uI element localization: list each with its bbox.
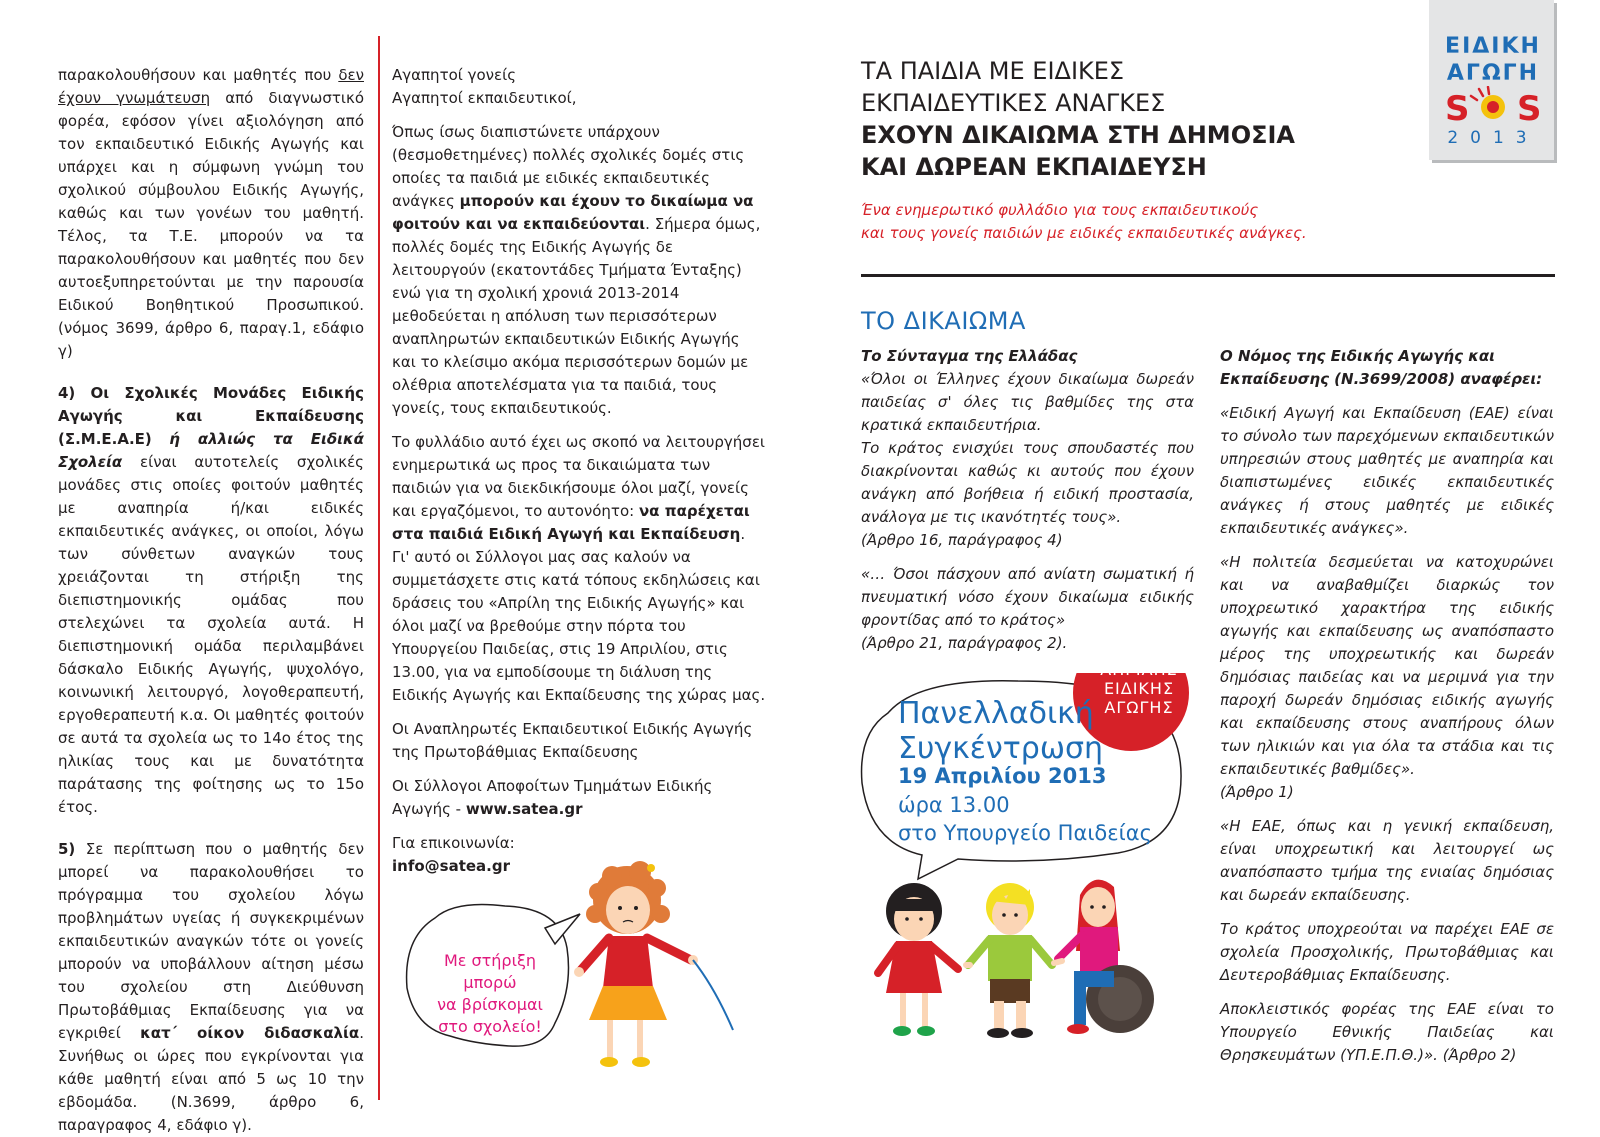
girl-bubble-line-3: να βρίσκομαι [437,995,543,1014]
col2-p2-bold: να παρέχεται στα παιδιά Ειδική Αγωγή και Εκπαίδευση [392,502,750,543]
greeting-parents: Αγαπητοί γονείς [392,66,517,84]
badge-line-3: ΑΓΩΓΗΣ [1104,698,1174,717]
col1-p3-text-c: . Συνήθως οι ώρες που εγκρίνονται για κάθε μαθητή είναι από 5 ως 10 την εβδομάδα. (Ν.3699, άρθρο 6, παραγραφος 4, εδάφιο γ). [58,1024,364,1134]
constitution-ref-2: (Άρθρο 21, παράγραφος 2). [861,634,1068,652]
column-4 [1220,345,1554,1067]
col2-paragraph-2 [392,431,766,707]
col1-p1-line1: παρακολουθήσουν και μαθητές που [58,66,332,84]
contact-email-text[interactable]: info@satea.gr [392,857,511,875]
website-link[interactable]: www.satea.gr [465,800,583,818]
column-1 [58,64,364,1137]
column-3 [861,345,1194,655]
col1-p2-bold: 4) Οι Σχολικές Μονάδες Ειδικής Αγωγής και Εκπαίδευσης (Σ.Μ.Ε.Α.Ε) [58,384,364,448]
subtitle [861,199,1307,245]
law-heading: Ο Νόμος της Ειδικής Αγωγής και Εκπαίδευσης (Ν.3699/2008) αναφέρει: [1220,347,1543,388]
title-line-2: ΕΚΠΑΙΔΕΥΤΙΚΕΣ ΑΝΑΓΚΕΣ [861,89,1166,117]
girl-skirt [589,986,667,1020]
girl-bubble-text [415,950,565,1038]
col1-paragraph-3 [58,838,364,1137]
white-cane [693,960,733,1030]
event-place: στο Υπουργείο Παιδείας [898,821,1152,845]
subtitle-line-1: Ένα ενημερωτικό φυλλάδιο για τους εκπαιδευτικούς [861,201,1259,219]
law-paragraph-3: «Η ΕΑΕ, όπως και η γενική εκπαίδευση, είναι υποχρεωτική και λειτουργεί ως αναπόσπαστο τμήμα της ενιαίας δημόσιας και δωρεάν εκπαίδευσης. [1220,817,1554,904]
greeting-teachers: Αγαπητοί εκπαιδευτικοί, [392,89,577,107]
badge-line-1: ΑΠΡΙΛΗΣ [1100,660,1178,679]
event-time: ώρα 13.00 [898,793,1010,817]
header-divider [861,274,1555,277]
col1-p1-underlined: δεν έχουν γνωμάτευση [58,66,364,107]
signature-alumni-text: Οι Σύλλογοι Αποφοίτων Τμημάτων Ειδικής Αγωγής - [392,777,713,818]
constitution-heading: Το Σύνταγμα της Ελλάδας [861,347,1078,365]
column-2 [392,64,766,878]
col1-p2-bold-italic: ή αλλιώς τα Ειδικά Σχολεία [58,430,364,471]
col1-p3-text-a: Σε περίπτωση που ο μαθητής δεν μπορεί να παρακολουθήσει το πρόγραμμα του σχολείου λόγω προβλημάτων υγείας ή συγκεκριμένων εκπαιδευτικών αναγκών τότε οι γονείς μπορούν να υποβάλλουν αίτηση μέσω του σχολείου στη Διεύθυνση Πρωτοβάθμιας Εκπαίδευσης για να εγκριθεί [58,840,364,1042]
title-line-1: ΤΑ ΠΑΙΔΙΑ ΜΕ ΕΙΔΙΚΕΣ [861,57,1125,85]
girl-bubble-line-1: Με στήριξη [443,951,537,970]
col1-p1-rest: από διαγνωστικό φορέα, εφόσον γίνει αξιολόγηση από τον εκπαιδευτικό Ειδικής Αγωγής και υπάρχει και η σύμφωνη γνώμη του σχολικού σύμβουλου Ειδικής Αγωγής, καθώς και των γονέων του μαθητή. Τέλος, τα Τ.Ε. μπορούν να τα παρακολουθήσουν και μαθητές που δεν αυτοεξυπηρετούνται με την παρουσία Ειδικού Βοηθητικού Προσωπικού. (νόμος 3699, άρθρο 6, παραγ.1, εδάφιο γ) [58,89,364,360]
subtitle-line-2: και τους γονείς παιδιών με ειδικές εκπαιδευτικές ανάγκες. [861,224,1307,242]
girl-dress-top [603,936,653,988]
col2-paragraph-1 [392,121,766,420]
event-title-line-1: Πανελλαδική [898,696,1094,731]
col1-p3-number: 5) [58,840,76,858]
col2-p2-a: Το φυλλάδιο αυτό έχει ως σκοπό να λειτουργήσει ενημερωτικά ως προς τα δικαιώματα των παιδιών για να διεκδικήσουμε όλοι μαζί, γονείς και εργαζόμενοι, το αυτονόητο: [392,433,766,520]
signature-alumni [392,775,766,821]
constitution-quote-1b: Το κράτος ενισχύει τους σπουδαστές που διακρίνονται καθώς κι αυτούς που έχουν ανάγκη από βοήθεια ή ειδική προστασία, ανάλογα με τις ικανότητές τους». [861,439,1194,526]
section-title: ΤΟ ΔΙΚΑΙΩΜΑ [861,307,1026,335]
girl-face [606,886,650,934]
constitution-ref-1: (Άρθρο 16, παράγραφος 4) [861,531,1063,549]
april-badge-text [1082,660,1196,717]
logo-line-1: ΕΙΔΙΚΗ [1445,34,1541,59]
col2-p1-a: Όπως ίσως διαπιστώνετε υπάρχουν (θεσμοθετημένες) πολλές σχολικές δομές στις οποίες τα παιδιά με ειδικές εκπαιδευτικές ανάγκες [392,123,745,210]
law-paragraph-1: «Ειδική Αγωγή και Εκπαίδευση (ΕΑΕ) είναι το σύνολο των παρεχόμενων εκπαιδευτικών υπηρεσιών στους μαθητές με αναπηρία και διαπιστωμένες ειδικές εκπαιδευτικές ανάγκες ή στους μαθητές με ειδικές εκπαιδευτικές ανάγκες». [1220,404,1554,537]
constitution-quote-2: «… Όσοι πάσχουν από ανίατη σωματική ή πνευματική νόσο έχουν δικαίωμα ειδικής φροντίδας από το κράτος» [861,565,1194,629]
contact-label: Για επικοινωνία: [392,834,515,852]
badge-line-2: ΕΙΔΙΚΗΣ [1103,679,1175,698]
col1-p3-bold: κατ΄ οίκον διδασκαλία [140,1024,360,1042]
event-date: 19 Απριλίου 2013 [898,764,1107,788]
title-line-4: ΚΑΙ ΔΩΡΕΑΝ ΕΚΠΑΙΔΕΥΣΗ [861,153,1207,181]
girl-bubble-line-2: μπορώ [463,973,517,992]
col1-paragraph-2 [58,382,364,819]
col1-p2-rest: είναι αυτοτελείς σχολικές μονάδες στις οποίες φοιτούν μαθητές με αναπηρία ή/και ειδικές εκπαιδευτικές ανάγκες, οι οποίοι, λόγω των σύνθετων αναγκών τους χρειάζονται τη στήριξη της διεπιστημονικής ομάδας που στελεχώνει τα σχολεία αυτά. Η διεπιστημονική ομάδα περιλαμβάνει δάσκαλο Ειδικής Αγωγής, ψυχολόγο, κοινωνική λειτουργό, λογοθεραπευτή, εργοθεραπευτή κ.α. Οι μαθητές φοιτούν σε αυτά τα σχολεία ως το 14ο έτος της ηλικίας τους και με δυνατότητα παράτασης της φοίτησης ως το 15ο έτος. [58,453,364,816]
law-paragraph-4: Το κράτος υποχρεούται να παρέχει ΕΑΕ σε σχολεία Προσχολικής, Πρωτοβάθμιας και Δευτεροβάθμιας Εκπαίδευσης. [1220,920,1554,984]
law-paragraph-2: «Η πολιτεία δεσμεύεται να κατοχυρώνει και να αναβαθμίζει διαρκώς τον υποχρεωτικό χαρακτήρα της ειδικής αγωγής και εκπαίδευσης ως αναπόσπαστο μέρος της υποχρεωτικής και δωρεάν δημόσιας παιδείας και να μεριμνά για την παροχή δωρεάν δημόσιας ειδικής αγωγής και εκπαίδευσης στους αναπήρους όλων των ηλικιών και για όλα τα στάδια και τις εκπαιδευτικές βαθμίδες». [1220,553,1554,778]
girl-hairclip [647,864,655,872]
constitution-quote-1: «Όλοι οι Έλληνες έχουν δικαίωμα δωρεάν παιδείας σ' όλες τις βαθμίδες της στα κρατικά εκπαιδευτήρια. [861,370,1194,434]
page-title [861,55,1295,183]
special-education-sos-logo [1429,0,1554,160]
title-line-3: ΕΧΟΥΝ ΔΙΚΑΙΩΜΑ ΣΤΗ ΔΗΜΟΣΙΑ [861,121,1295,149]
girl-bubble-line-4: στο σχολείο! [438,1017,542,1036]
col2-p1-bold: μπορούν και έχουν το δικαίωμα να φοιτούν και να εκπαιδεύονται [392,192,754,233]
law-ref-1: (Άρθρο 1) [1220,783,1294,801]
logo-sos-s1: S [1445,89,1470,126]
law-paragraph-5: Αποκλειστικός φορέας της ΕΑΕ είναι το Υπουργείο Εθνικής Παιδείας και Θρησκευμάτων (ΥΠ.Ε.Π.Θ.)». (Άρθρο 2) [1220,1000,1554,1064]
signature-teachers: Οι Αναπληρωτές Εκπαιδευτικοί Ειδικής Αγωγής της Πρωτοβάθμιας Εκπαίδευσης [392,720,753,761]
logo-sos-s2: S [1517,89,1542,126]
column-divider [378,36,380,1100]
col1-paragraph-1 [58,64,364,363]
logo-sos-graphic [1439,86,1547,126]
child-2-shirt [988,935,1032,981]
logo-line-2: ΑΓΩΓΗ [1446,61,1540,86]
logo-year: 2013 [1447,128,1539,148]
col2-p2-c: . Γι' αυτό οι Σύλλογοι μας σας καλούν να συμμετάσχετε στις κατά τόπους εκδηλώσεις και δράσεις του «Απρίλη της Ειδικής Αγωγής» και όλοι μαζί να βρεθούμε στην πόρτα του Υπουργείου Παιδείας, στις 19 Απριλίου, στις 13.00, για να εμποδίσουμε τη διάλυση της Ειδικής Αγωγής και Εκπαίδευσης της χώρας μας. [392,525,766,704]
event-title-line-2: Συγκέντρωση [898,731,1103,766]
col2-p1-c: . Σήμερα όμως, πολλές δομές της Ειδικής Αγωγής δε λειτουργούν (εκατοντάδες Τμήματα Ένταξης) ενώ για τη σχολική χρονιά 2013-2014 μεθοδεύεται η απόλυση των περισσότερων αναπληρωτών εκπαιδευτικών Ειδικής Αγωγής και το κλείσιμο ακόμα περισσότερων δομών με ολέθρια αποτελέσματα για τα παιδιά, τους γονείς, τους εκπαιδευτικούς. [392,215,761,417]
